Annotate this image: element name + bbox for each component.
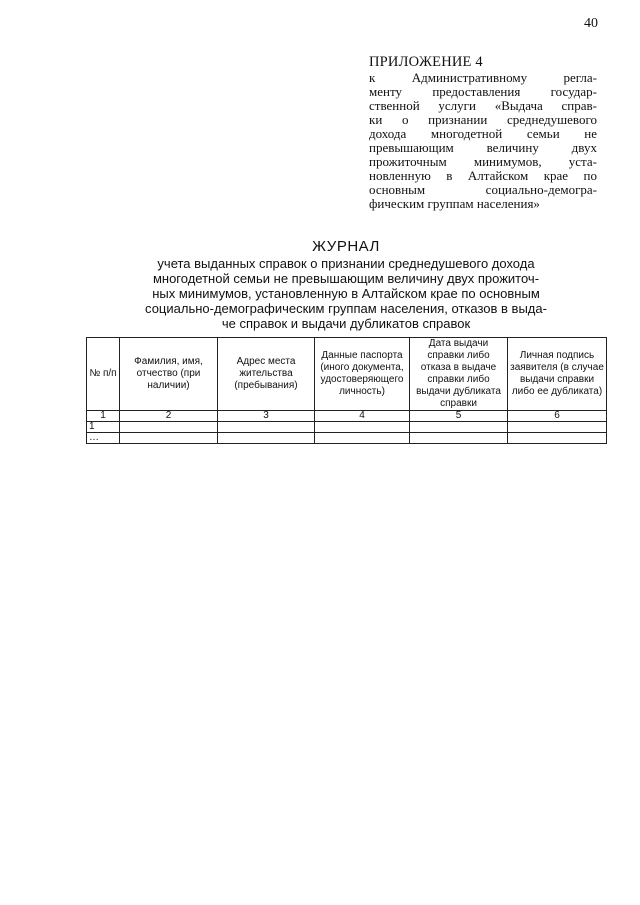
journal-subtitle-line: ных минимумов, установленную в Алтайском крае по основным bbox=[152, 286, 540, 301]
column-number-row bbox=[87, 411, 607, 422]
appendix-reference-text bbox=[369, 71, 597, 211]
table-cell bbox=[120, 433, 218, 444]
appendix-line: новленную в Алтайском крае по bbox=[369, 168, 597, 183]
header-signature: Личная подпись заявителя (в случае выдачи справки либо ее дубликата) bbox=[508, 338, 607, 411]
journal-subtitle bbox=[118, 256, 574, 331]
appendix-line: фическим группам населения» bbox=[369, 196, 540, 211]
journal-subtitle-line: многодетной семьи не превышающим величину двух прожиточ- bbox=[152, 271, 540, 286]
appendix-line: прожиточным минимумов, уста- bbox=[369, 154, 597, 169]
header-passport: Данные паспорта (иного документа, удостоверяющего личность) bbox=[315, 338, 410, 411]
table-cell bbox=[410, 422, 508, 433]
table-cell: 1 bbox=[87, 422, 120, 433]
header-address: Адрес места жительства (пребывания) bbox=[218, 338, 315, 411]
journal-table bbox=[86, 337, 607, 444]
appendix-block bbox=[369, 54, 597, 211]
table-cell bbox=[120, 422, 218, 433]
table-cell bbox=[315, 422, 410, 433]
journal-title: ЖУРНАЛ bbox=[312, 238, 380, 255]
column-number: 1 bbox=[87, 411, 120, 422]
appendix-line: превышающим величину двух bbox=[369, 140, 597, 155]
journal-subtitle-line: социально-демографическим группам населения, отказов в выда- bbox=[145, 301, 547, 316]
page-number: 40 bbox=[584, 16, 598, 31]
table-row bbox=[87, 422, 607, 433]
appendix-line: ки о признании среднедушевого bbox=[369, 112, 597, 127]
appendix-line: основным социально-демогра- bbox=[369, 182, 597, 197]
table-cell bbox=[218, 422, 315, 433]
appendix-line: менту предоставления государ- bbox=[369, 84, 597, 99]
table-cell: … bbox=[87, 433, 120, 444]
journal-subtitle-line: че справок и выдачи дубликатов справок bbox=[221, 316, 471, 331]
appendix-line: дохода многодетной семьи не bbox=[369, 126, 597, 141]
table-cell bbox=[410, 433, 508, 444]
column-number: 5 bbox=[410, 411, 508, 422]
appendix-title: ПРИЛОЖЕНИЕ 4 bbox=[369, 54, 483, 70]
appendix-line: к Административному регла- bbox=[369, 70, 597, 85]
table-cell bbox=[218, 433, 315, 444]
journal-subtitle-line: учета выданных справок о признании среднедушевого дохода bbox=[157, 256, 535, 271]
column-number: 2 bbox=[120, 411, 218, 422]
column-number: 4 bbox=[315, 411, 410, 422]
header-row-number: № п/п bbox=[87, 338, 120, 411]
header-issue-date: Дата выдачи справки либо отказа в выдаче справки либо выдачи дубликата справки bbox=[410, 338, 508, 411]
appendix-line: ственной услуги «Выдача справ- bbox=[369, 98, 597, 113]
journal-heading bbox=[118, 238, 574, 331]
table-row bbox=[87, 433, 607, 444]
column-number: 3 bbox=[218, 411, 315, 422]
column-number: 6 bbox=[508, 411, 607, 422]
table-cell bbox=[508, 422, 607, 433]
table-header-row bbox=[87, 338, 607, 411]
header-full-name: Фамилия, имя, отчество (при наличии) bbox=[120, 338, 218, 411]
table-cell bbox=[315, 433, 410, 444]
table-cell bbox=[508, 433, 607, 444]
